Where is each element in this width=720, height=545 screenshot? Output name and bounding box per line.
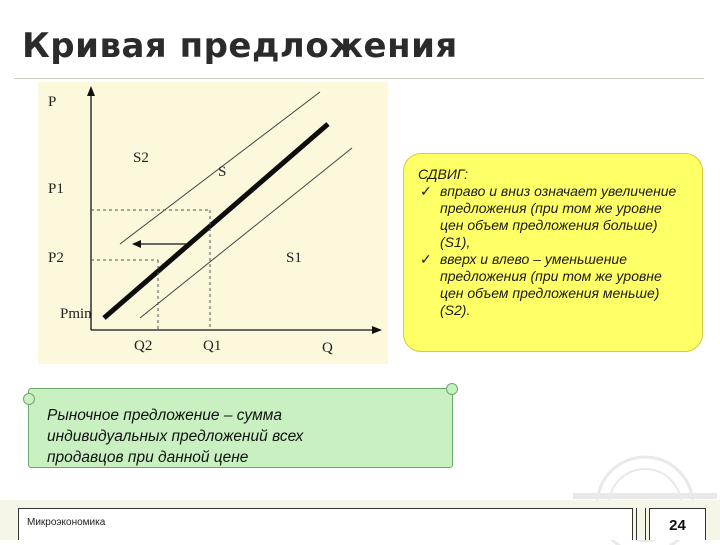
y-axis-arrow: [87, 86, 95, 96]
supply-curve-s1: [140, 148, 352, 318]
scroll-roll-icon: [446, 383, 458, 395]
scroll-roll-icon: [23, 393, 35, 405]
note-item-text: вправо и вниз означает увеличение предложения (при том же уровне цен объем предложения больше) (S1),: [440, 183, 677, 250]
slide-title: Кривая предложения: [22, 26, 458, 66]
axis-p-label: P: [48, 94, 57, 110]
footer-separator: [636, 508, 646, 540]
note-list: [418, 183, 688, 319]
x-axis-arrow: [372, 326, 382, 334]
definition-scroll: [28, 388, 453, 468]
label-s: S: [218, 164, 227, 180]
note-item: [418, 251, 688, 319]
label-p2: P2: [48, 250, 64, 266]
note-item-text: вверх и влево – уменьшение предложения (при том же уровне цен объем предложения меньше) (S2).: [440, 251, 662, 318]
label-q1: Q1: [203, 338, 222, 354]
axis-q-label: Q: [322, 340, 333, 356]
check-icon: ✓: [420, 251, 432, 267]
label-s2: S2: [133, 150, 149, 166]
label-q2: Q2: [134, 338, 153, 354]
shift-arrow-head: [132, 240, 141, 248]
footer-label: Микроэкономика: [27, 517, 106, 528]
label-s1: S1: [286, 250, 302, 266]
page-number: 24: [649, 508, 706, 540]
label-p1: P1: [48, 181, 64, 197]
check-icon: ✓: [420, 183, 432, 199]
footer-box: [18, 508, 633, 540]
note-head: СДВИГ:: [418, 166, 469, 182]
label-pmin: Pmin: [60, 306, 92, 322]
shift-note: [403, 153, 703, 352]
note-item: [418, 183, 688, 251]
definition-text: Рыночное предложение – сумма индивидуальных предложений всех продавцов при данной цене: [47, 407, 304, 466]
